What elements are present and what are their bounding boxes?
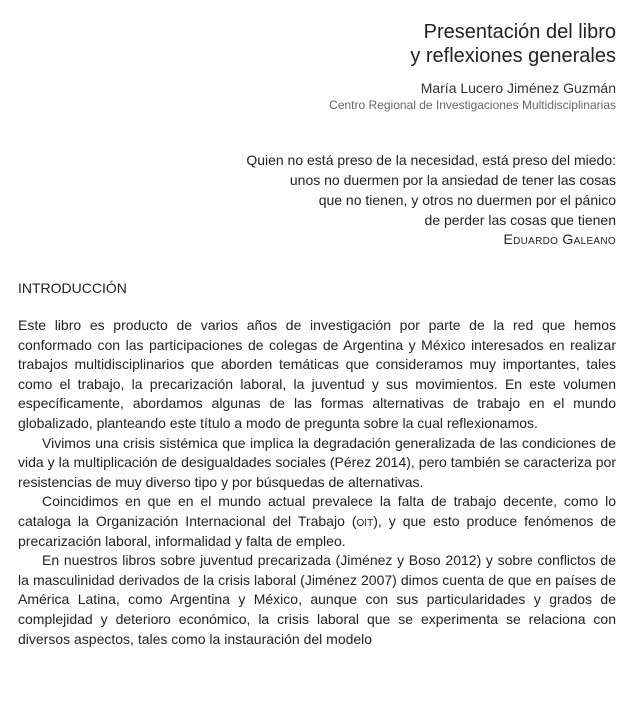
epigraph-line-4: de perder las cosas que tienen — [424, 212, 616, 228]
paragraph-4: En nuestros libros sobre juventud precarizada (Jiménez y Boso 2012) y sobre conflictos de la masculinidad derivados de la crisis laboral (Jiménez 2007) dimos cuenta de que en países de América Latina, como Argentina y México, aunque con sus particularidades y grados de complejidad y deterioro económico, la crisis laboral que se experimenta se relaciona con diversos aspectos, tales como la instauración del modelo — [18, 552, 616, 647]
chapter-title — [410, 20, 616, 68]
epigraph-line-1: Quien no está preso de la necesidad, está preso del miedo: — [246, 152, 616, 168]
body-text — [18, 316, 616, 649]
section-heading: INTRODUCCIÓN — [18, 280, 127, 296]
epigraph-quote — [246, 150, 616, 230]
paragraph-3-text-b: ), y que esto produce fenómenos de precarización laboral, informalidad y falta de empleo. — [18, 512, 616, 549]
paragraph-3 — [18, 492, 616, 551]
epigraph-line-2: unos no duermen por la ansiedad de tener las cosas — [289, 172, 616, 188]
oit-abbreviation: oit — [356, 512, 374, 529]
author-affiliation: Centro Regional de Investigaciones Multidisciplinarias — [329, 98, 616, 112]
paragraph-2: Vivimos una crisis sistémica que implica la degradación generalizada de las condiciones de vida y la multiplicación de desigualdades sociales (Pérez 2014), pero también se caracteriza por resistencias de muy diverso tipo y por búsquedas de alternativas. — [18, 434, 616, 490]
author-name: María Lucero Jiménez Guzmán — [420, 80, 616, 96]
chapter-title-line-2: y reflexiones generales — [410, 45, 616, 67]
chapter-title-line-1: Presentación del libro — [423, 21, 616, 43]
paragraph-1: Este libro es producto de varios años de investigación por parte de la red que hemos conformado con las participaciones de colegas de Argentina y México interesados en realizar trabajos multidisciplinarios que aborden temáticas que consideramos muy importantes, tales como el trabajo, la precarización laboral, la juventud y sus movimientos. En este volumen específicamente, abordamos algunas de las formas alternativas de trabajo en el mundo globalizado, planteando este título a modo de pregunta sobre la cual reflexionamos. — [18, 317, 616, 431]
paragraph-3-text-a: Coincidimos en que en el mundo actual prevalece la falta de trabajo decente, como lo cataloga la Organización Internacional del Trabajo ( — [18, 493, 616, 529]
epigraph-author: Eduardo Galeano — [503, 231, 616, 247]
epigraph-line-3: que no tienen, y otros no duermen por el pánico — [318, 192, 616, 208]
